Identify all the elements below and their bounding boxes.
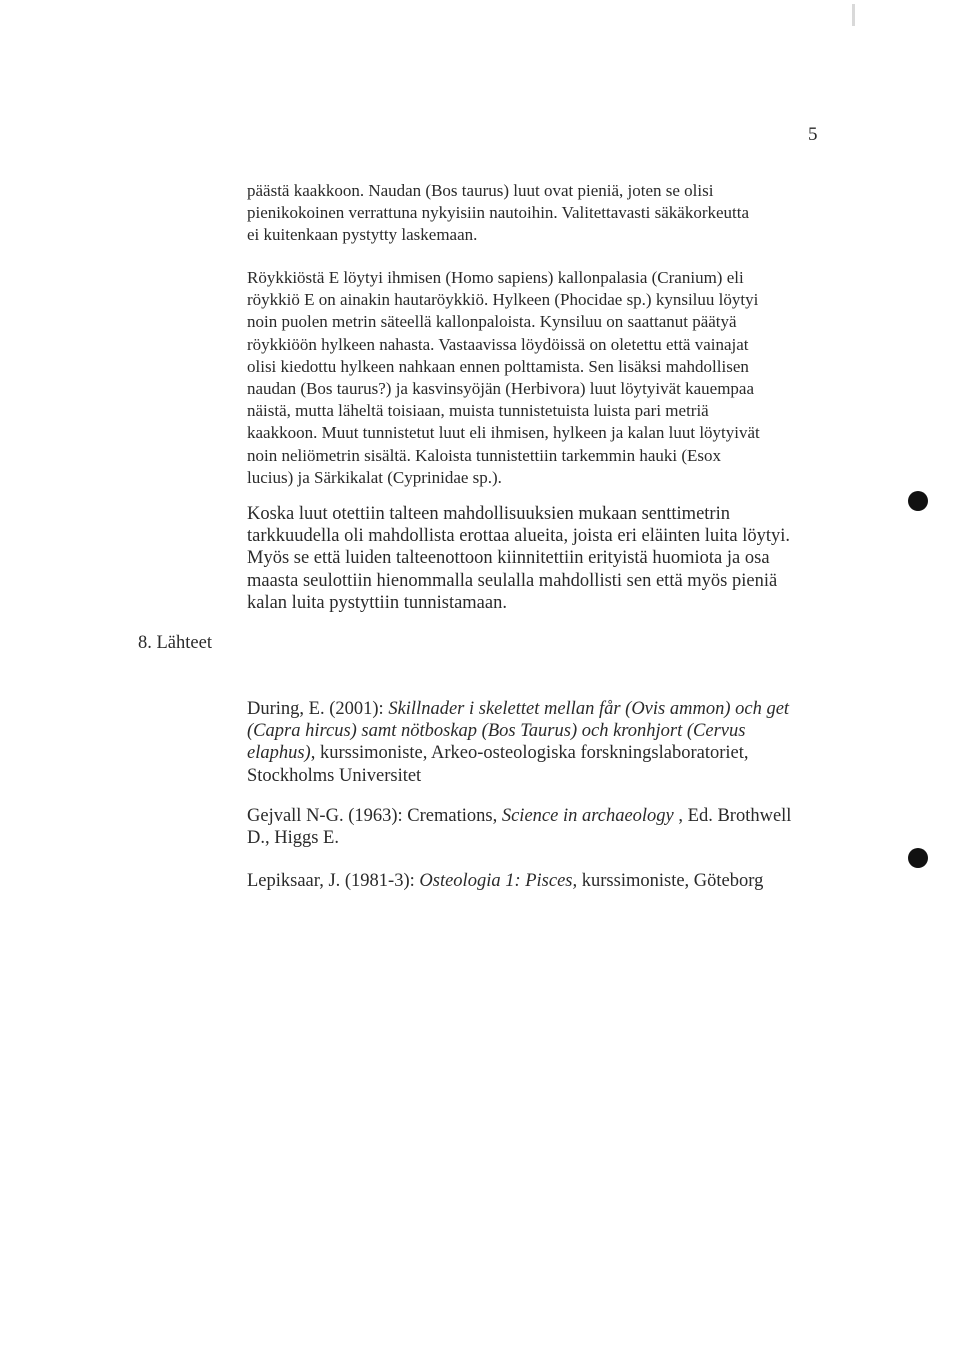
reference-title: Skillnader i skelettet mellan får (Ovis ammon) och get [388, 699, 790, 719]
text-line: kalan luita pystyttiin tunnistamaan. [247, 592, 507, 613]
reference-line [247, 720, 867, 742]
text-line: maasta seulottiin hienommalla seulalla mahdollisti sen että myös pieniä [247, 570, 778, 591]
text-line: pienikokoinen verrattuna nykyisiin nautoihin. Valitettavasti säkäkorkeutta [247, 203, 750, 223]
reference-line [247, 870, 867, 892]
reference-title: Osteologia 1: Pisces, [419, 871, 578, 891]
text-line: päästä kaakkoon. Naudan (Bos taurus) luut ovat pieniä, joten se olisi [247, 181, 714, 200]
scan-speck [852, 4, 855, 26]
reference-title: (Capra hircus) samt nötboskap (Bos Taurus) och kronhjort (Cervus [247, 721, 746, 742]
paragraph-1 [247, 180, 847, 247]
text-line: röykkiö E on ainakin hautaröykkiö. Hylkeen (Phocidae sp.) kynsiluu löytyi [247, 290, 759, 310]
reference-author: During, E. (2001): [247, 699, 389, 719]
text-line: näistä, mutta läheltä toisiaan, muista tunnistetuista luista pari metriä [247, 401, 709, 421]
text-line: olisi kiedottu hylkeen nahkaan ennen polttamista. Sen lisäksi mahdollisen [247, 356, 749, 376]
reference-line: Stockholms Universitet [247, 765, 422, 786]
reference-line [247, 698, 867, 720]
reference-title: elaphus) [247, 743, 311, 764]
section-heading: 8. Lähteet [138, 633, 212, 653]
reference-gejvall [247, 805, 867, 849]
reference-lepiksaar [247, 870, 867, 892]
page-number: 5 [808, 124, 818, 145]
reference-author: Lepiksaar, J. (1981-3): [247, 871, 420, 891]
paragraph-3 [247, 503, 847, 614]
paragraph-2 [247, 267, 847, 489]
reference-details: kurssimoniste, Göteborg [577, 871, 764, 891]
text-line: röykkiöön hylkeen nahasta. Vastaavissa löydöissä on oletettu että vainajat [247, 334, 749, 354]
reference-line [247, 805, 867, 827]
text-line: ei kuitenkaan pystytty laskemaan. [247, 225, 478, 245]
reference-line: D., Higgs E. [247, 828, 339, 849]
reference-author: Gejvall N-G. (1963): Cremations, [247, 806, 502, 826]
reference-during [247, 698, 867, 787]
reference-line [247, 742, 867, 764]
text-line: Röykkiöstä E löytyi ihmisen (Homo sapiens) kallonpalasia (Cranium) eli [247, 268, 744, 287]
text-line: Koska luut otettiin talteen mahdollisuuksien mukaan senttimetrin [247, 504, 730, 524]
text-line: tarkkuudella oli mahdollista erottaa alueita, joista eri eläinten luita löytyi. [247, 526, 791, 547]
reference-details: , kurssimoniste, Arkeo-osteologiska forskningslaboratoriet, [310, 743, 749, 764]
text-line: kaakkoon. Muut tunnistetut luut eli ihmisen, hylkeen ja kalan luut löytyivät [247, 423, 760, 443]
text-line: naudan (Bos taurus?) ja kasvinsyöjän (Herbivora) luut löytyivät kauempaa [247, 379, 755, 399]
text-line: noin neliömetrin sisältä. Kaloista tunnistettiin tarkemmin hauki (Esox [247, 445, 722, 465]
reference-details: , Ed. Brothwell [673, 806, 792, 826]
text-line: noin puolen metrin säteellä kallonpaloista. Kynsiluu on saattanut päätyä [247, 312, 737, 332]
scan-dot [908, 491, 928, 511]
text-line: Myös se että luiden talteenottoon kiinnitettiin erityistä huomiota ja osa [247, 548, 770, 569]
reference-title: Science in archaeology [501, 806, 674, 826]
scan-dot [908, 848, 928, 868]
text-line: lucius) ja Särkikalat (Cyprinidae sp.). [247, 467, 502, 487]
